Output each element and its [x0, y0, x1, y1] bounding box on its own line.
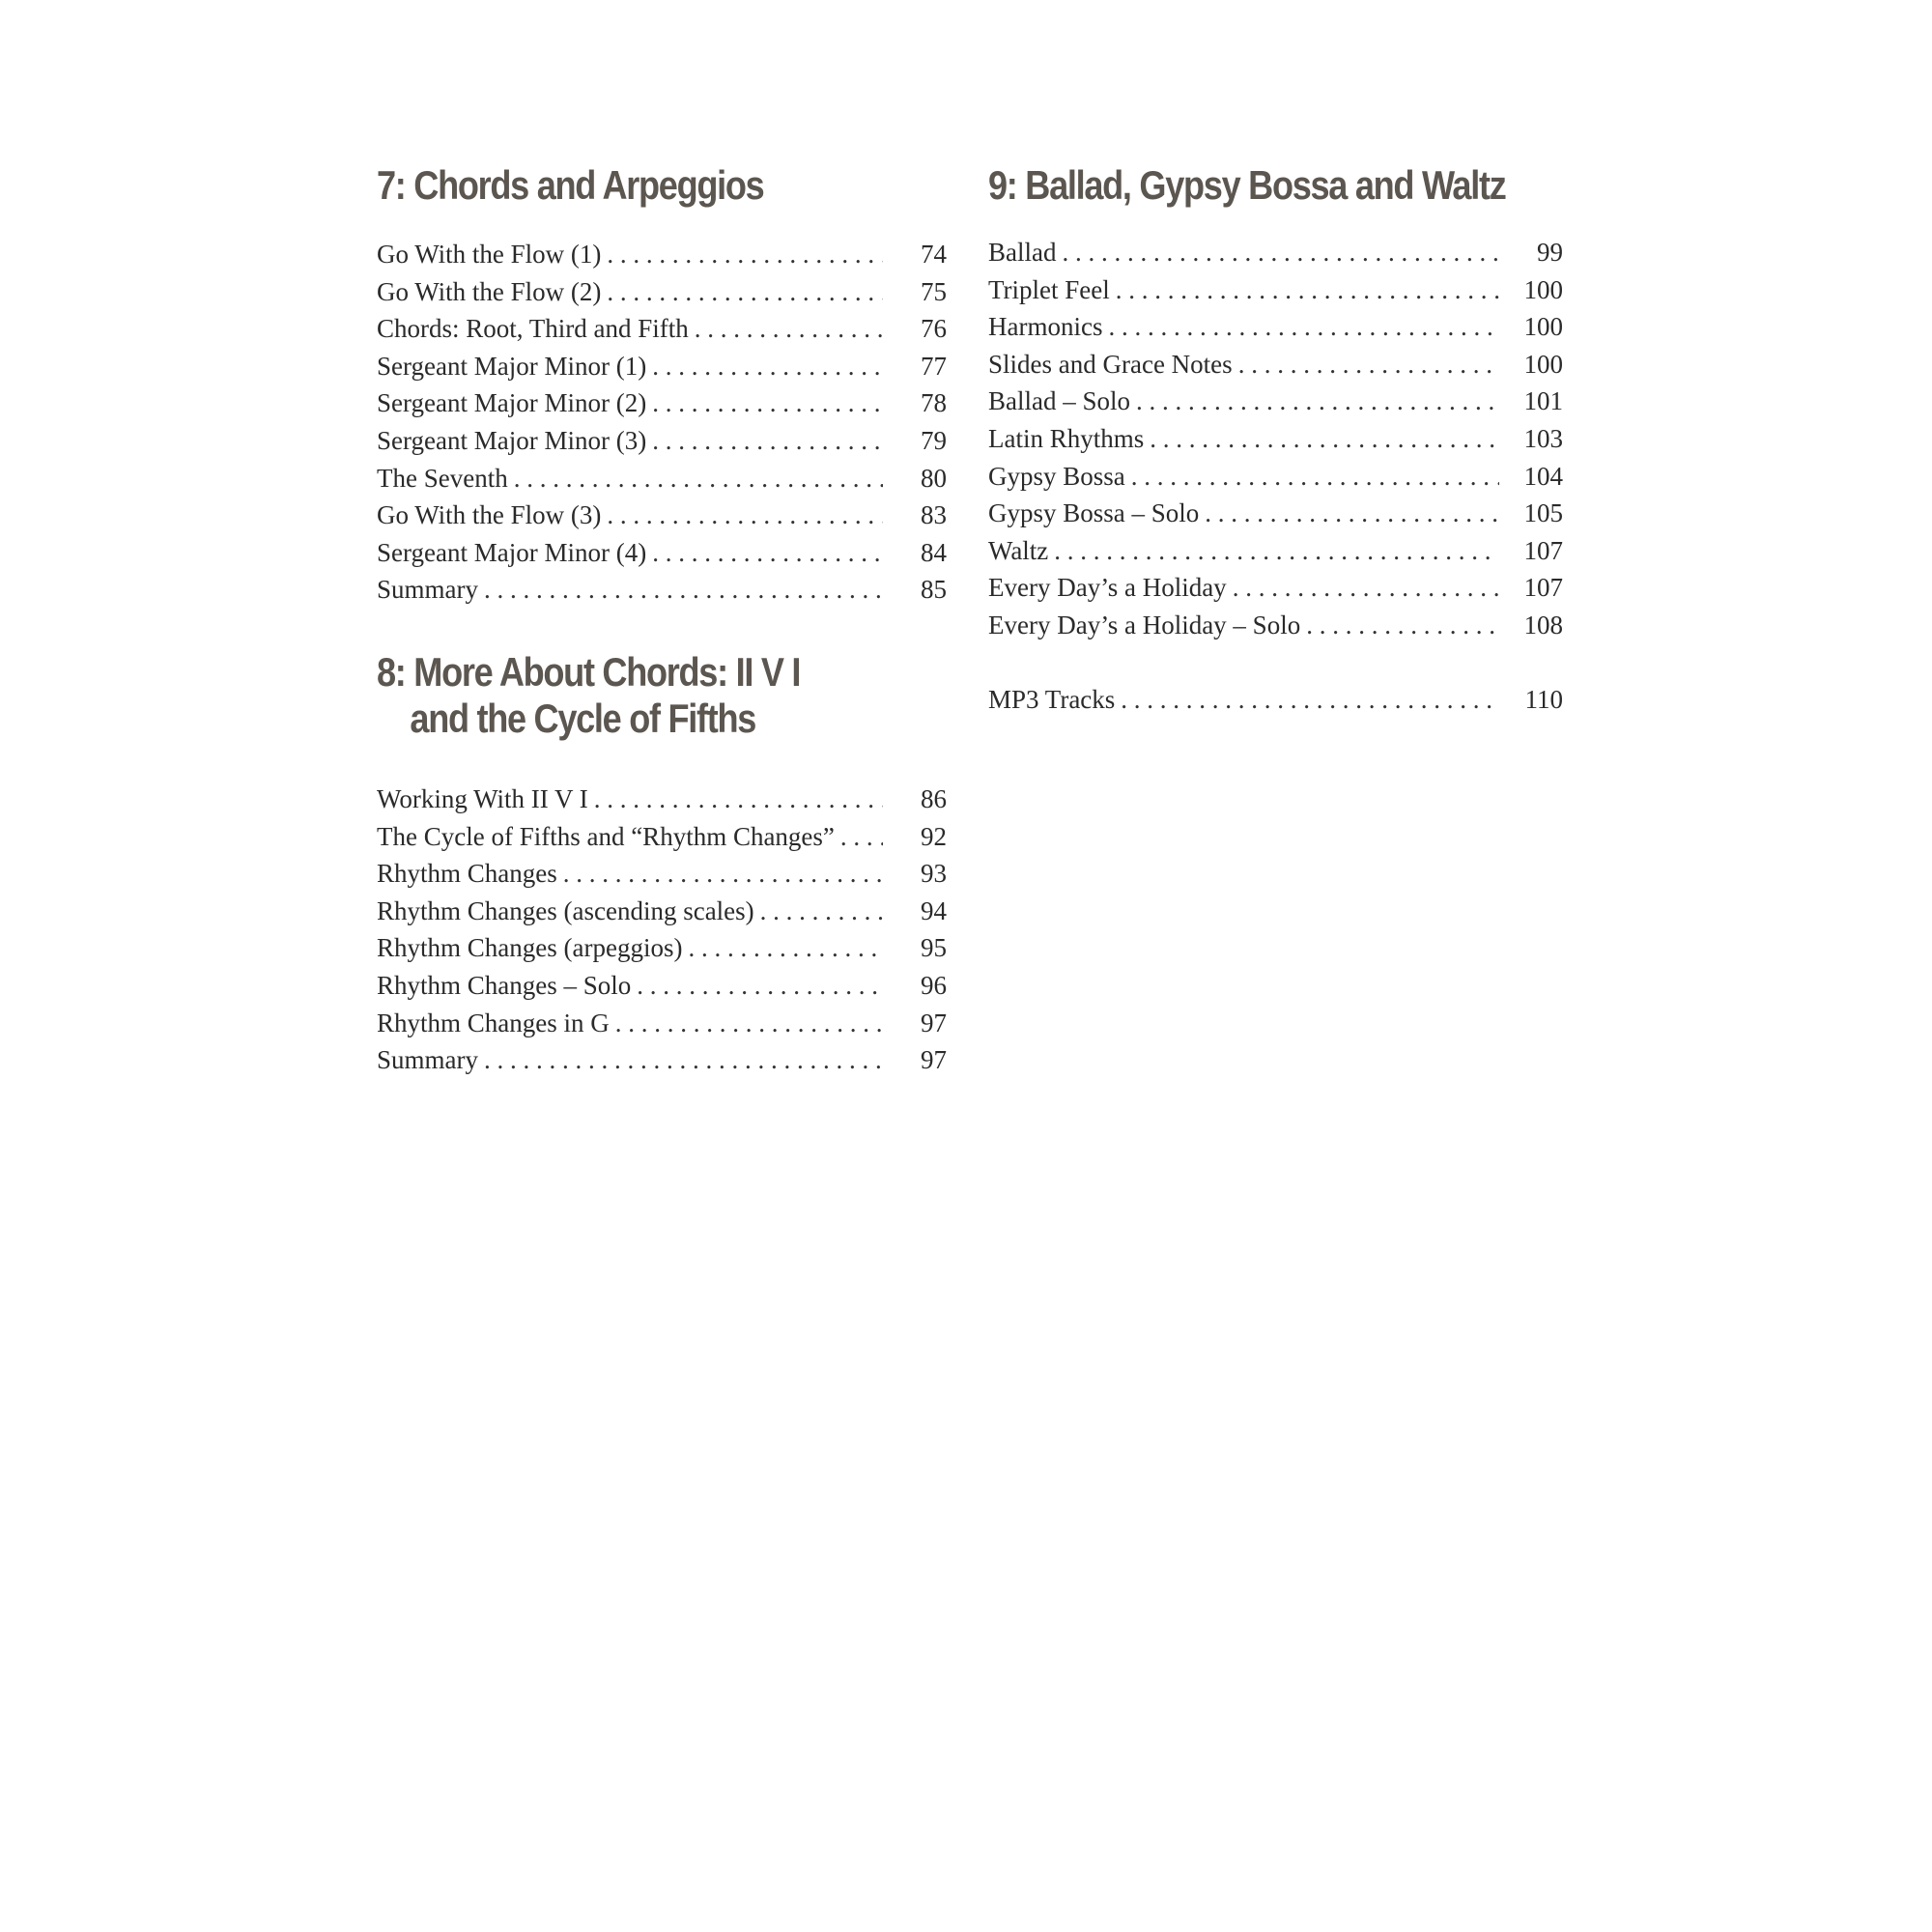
entry-title: Waltz [988, 535, 1049, 565]
dot-leader [615, 1005, 883, 1042]
section-8-entries [377, 781, 947, 1079]
entry-page: 80 [921, 463, 947, 493]
entry-title: Every Day’s a Holiday [988, 573, 1227, 603]
entry-page: 75 [921, 276, 947, 306]
dot-leader [607, 273, 883, 311]
dot-leader [652, 422, 883, 460]
entry-page: 93 [921, 859, 947, 889]
entry-page: 96 [921, 970, 947, 1000]
entry-title: Sergeant Major Minor (1) [377, 351, 647, 381]
section-8 [377, 649, 947, 1079]
section-8-heading [377, 649, 867, 742]
entry-page: 99 [1537, 238, 1563, 267]
toc-entry[interactable] [377, 781, 947, 818]
toc-entry[interactable] [988, 346, 1563, 384]
toc-entry[interactable] [377, 1041, 947, 1079]
entry-title: Rhythm Changes (arpeggios) [377, 933, 683, 963]
entry-title: Latin Rhythms [988, 423, 1145, 453]
toc-entry[interactable] [377, 460, 947, 497]
dot-leader [1108, 308, 1499, 346]
entry-title: Working With II V I [377, 783, 588, 813]
section-9-entries [988, 234, 1563, 644]
section-9-heading [988, 162, 1506, 209]
toc-entry[interactable] [377, 348, 947, 385]
toc-entry[interactable] [377, 818, 947, 856]
dot-leader [1150, 420, 1499, 458]
dot-leader [1054, 532, 1499, 570]
entry-title: The Seventh [377, 463, 508, 493]
dot-leader [637, 967, 883, 1005]
section-7-entries [377, 236, 947, 609]
dot-leader [652, 348, 883, 385]
entry-title: Triplet Feel [988, 274, 1110, 304]
entry-page: 108 [1523, 610, 1563, 639]
toc-entry[interactable] [988, 569, 1563, 607]
toc-entry[interactable] [988, 532, 1563, 570]
dot-leader [1131, 458, 1499, 496]
entry-page: 79 [921, 425, 947, 455]
dot-leader [1205, 495, 1499, 532]
entry-title: Slides and Grace Notes [988, 349, 1233, 379]
entry-title: Ballad – Solo [988, 386, 1130, 416]
toc-entry[interactable] [377, 273, 947, 311]
entry-page: 105 [1523, 498, 1563, 528]
entry-title: Sergeant Major Minor (3) [377, 425, 647, 455]
dot-leader [688, 929, 883, 967]
toc-entry[interactable] [377, 967, 947, 1005]
dot-leader [563, 855, 883, 893]
dot-leader [594, 781, 883, 818]
entry-title: Sergeant Major Minor (4) [377, 537, 647, 567]
entry-page: 77 [921, 351, 947, 381]
dot-leader [652, 384, 883, 422]
entry-title: Go With the Flow (1) [377, 240, 602, 269]
dot-leader [695, 310, 883, 348]
section-7-heading [377, 162, 867, 209]
toc-entry[interactable] [377, 236, 947, 273]
extra-entries [988, 681, 1563, 719]
dot-leader [760, 893, 883, 930]
dot-leader [484, 571, 883, 609]
section-9 [988, 162, 1563, 644]
section-7-heading-text: 7: Chords and Arpeggios [377, 162, 764, 208]
entry-title: Rhythm Changes [377, 859, 557, 889]
toc-entry[interactable] [377, 310, 947, 348]
entry-page: 100 [1523, 312, 1563, 342]
toc-entry[interactable] [377, 422, 947, 460]
entry-page: 95 [921, 933, 947, 963]
section-9-heading-text: 9: Ballad, Gypsy Bossa and Waltz [988, 162, 1506, 208]
dot-leader [1233, 569, 1499, 607]
section-8-heading-line1: 8: More About Chords: II V I [377, 648, 801, 695]
dot-leader [1062, 234, 1499, 271]
dot-leader [484, 1041, 883, 1079]
entry-page: 110 [1524, 684, 1563, 714]
entry-page: 107 [1523, 535, 1563, 565]
dot-leader [1136, 383, 1499, 420]
entry-title: Gypsy Bossa [988, 461, 1125, 491]
entry-title: Sergeant Major Minor (2) [377, 388, 647, 418]
toc-entry[interactable] [377, 929, 947, 967]
dot-leader [1116, 271, 1499, 309]
toc-entry[interactable] [377, 855, 947, 893]
dot-leader [514, 460, 883, 497]
toc-entry[interactable] [377, 1005, 947, 1042]
right-column [988, 162, 1563, 718]
entry-page: 107 [1523, 573, 1563, 603]
toc-entry[interactable] [988, 383, 1563, 420]
entry-page: 86 [921, 783, 947, 813]
toc-entry[interactable] [988, 234, 1563, 271]
toc-entry[interactable] [988, 607, 1563, 644]
toc-entry[interactable] [377, 384, 947, 422]
entry-title: Go With the Flow (2) [377, 276, 602, 306]
entry-title: Chords: Root, Third and Fifth [377, 314, 689, 344]
dot-leader [1306, 607, 1499, 644]
entry-page: 97 [921, 1008, 947, 1037]
entry-title: Rhythm Changes (ascending scales) [377, 895, 754, 925]
toc-entry[interactable] [988, 458, 1563, 496]
toc-entry[interactable] [377, 534, 947, 572]
entry-page: 104 [1523, 461, 1563, 491]
entry-page: 84 [921, 537, 947, 567]
entry-title: Go With the Flow (3) [377, 500, 602, 530]
entry-title: The Cycle of Fifths and “Rhythm Changes” [377, 821, 835, 851]
entry-title: Summary [377, 575, 478, 605]
entry-page: 94 [921, 895, 947, 925]
entry-title: Summary [377, 1045, 478, 1075]
toc-entry[interactable] [988, 308, 1563, 346]
left-column [377, 162, 947, 1079]
toc-entry[interactable] [988, 420, 1563, 458]
entry-page: 74 [921, 240, 947, 269]
toc-entry[interactable] [988, 495, 1563, 532]
dot-leader [1121, 681, 1499, 719]
dot-leader [840, 818, 883, 856]
entry-title: Rhythm Changes in G [377, 1008, 610, 1037]
dot-leader [607, 236, 883, 273]
dot-leader [607, 497, 883, 534]
section-7 [377, 162, 947, 609]
entry-title: Rhythm Changes – Solo [377, 970, 632, 1000]
dot-leader [1238, 346, 1499, 384]
entry-page: 97 [921, 1045, 947, 1075]
entry-page: 76 [921, 314, 947, 344]
entry-title: MP3 Tracks [988, 684, 1116, 714]
entry-page: 85 [921, 575, 947, 605]
toc-entry[interactable] [377, 497, 947, 534]
entry-page: 100 [1523, 349, 1563, 379]
entry-page: 100 [1523, 274, 1563, 304]
entry-page: 103 [1523, 423, 1563, 453]
toc-entry[interactable] [377, 893, 947, 930]
entry-page: 83 [921, 500, 947, 530]
entry-title: Ballad [988, 238, 1057, 267]
entry-page: 101 [1523, 386, 1563, 416]
entry-title: Gypsy Bossa – Solo [988, 498, 1200, 528]
entry-page: 92 [921, 821, 947, 851]
toc-entry[interactable] [377, 571, 947, 609]
dot-leader [652, 534, 883, 572]
entry-title: Every Day’s a Holiday – Solo [988, 610, 1301, 639]
section-8-heading-line2: and the Cycle of Fifths [410, 695, 756, 741]
entry-page: 78 [921, 388, 947, 418]
toc-entry[interactable] [988, 271, 1563, 309]
entry-title: Harmonics [988, 312, 1103, 342]
toc-entry-mp3-tracks[interactable] [988, 681, 1563, 719]
